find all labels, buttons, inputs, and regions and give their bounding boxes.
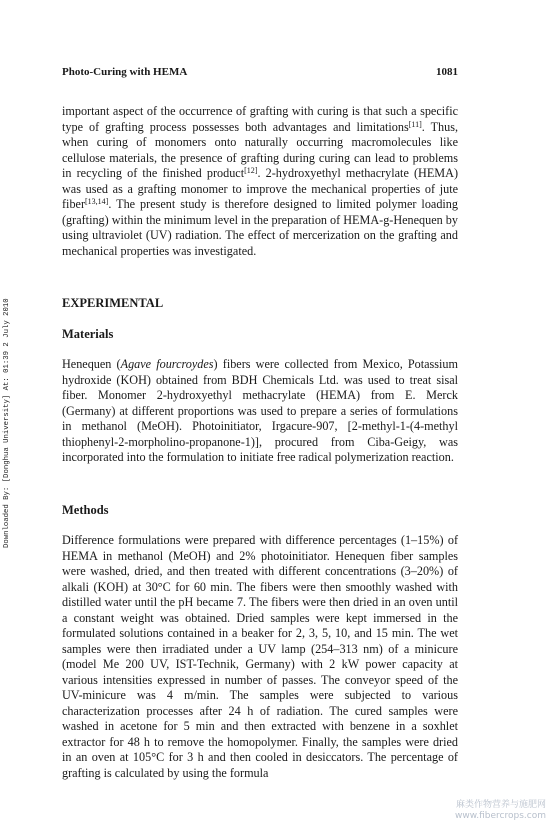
site-watermark: 麻类作物营养与施肥网 www.fibercrops.com (455, 800, 546, 821)
page-number: 1081 (436, 66, 458, 78)
species-name: Agave fourcroydes (120, 357, 214, 371)
citation: [13,14] (85, 197, 109, 206)
citation: [12] (244, 166, 258, 175)
intro-paragraph: important aspect of the occurrence of grafting with curing is that such a specific type of grafting process possesses both advantages and limitations[11]. Thus, when curing of monomers onto naturally occurring macromolecules like cellulose materials, the presence of grafting during curing can lead to problems in recycling of the finished product[12]. 2-hydroxyethyl methacrylate (HEMA) was used as a grafting monomer to improve the mechanical properties of jute fiber[13,14]. The present study is therefore designed to limited polymer loading (grafting) within the minimum level in the preparation of HEMA-g-Henequen by using ultraviolet (UV) radiation. The effect of mercerization on the grafting and mechanical properties was investigated. (62, 104, 459, 258)
running-head (62, 66, 458, 78)
subsection-heading-materials: Materials (62, 327, 114, 341)
materials-paragraph: Henequen (Agave fourcroydes) fibers were collected from Mexico, Potassium hydroxide (KOH) obtained from BDH Chemicals Ltd. was used to treat sisal fiber. Monomer 2-hydroxyethyl methacrylate (HEMA) from E. Merck (Germany) at different proportions was used to prepare a series of formulations in methanol (MeOH). Photoinitiator, Irgacure-907, [2-methyl-1-(4-methyl thiophenyl-2-morpholino-propanone-1)], procured from Ciba-Geigy, was incorporated into the formulation to initiate free radical polymerization reaction. (62, 357, 458, 464)
citation: [11] (408, 119, 422, 129)
section-heading-experimental: EXPERIMENTAL (62, 296, 164, 310)
subsection-heading-methods: Methods (62, 503, 109, 517)
running-title: Photo-Curing with HEMA (62, 66, 188, 78)
methods-paragraph: Difference formulations were prepared with difference percentages (1–15%) of HEMA in methanol (MeOH) and 2% photoinitiator. Henequen fiber samples were washed, dried, and then treated with different concentrations (3–20%) of alkali (KOH) at 30°C for 60 min. The fibers were then smoothly washed with distilled water until the pH became 7. The fibers were then dried in an oven until a constant weight was obtained. Dried samples were kept immersed in the formulated solutions contained in a beaker for 2, 3, 5, 10, and 15 min. The wet samples were then irradiated under a UV lamp (254–313 nm) of a minicure (model Me 200 UV, IST-Technik, Germany) with 2 kW power capacity at various intensities expressed in number of passes. The conveyor speed of the UV-minicure was 4 m/min. The samples were subjected to various characterization processes after 24 h of radiation. The cured samples were washed in acetone for 5 min and then extracted with benzene in a soxhlet extractor for 48 h to remove the homopolymer. Finally, the samples were dried in an oven at 105°C for 3 h and then cooled in desiccators. The percentage of grafting is calculated by using the formula (62, 533, 458, 780)
download-stamp: Downloaded By: [Donghua University] At: 01:39 2 July 2010 (3, 298, 11, 548)
